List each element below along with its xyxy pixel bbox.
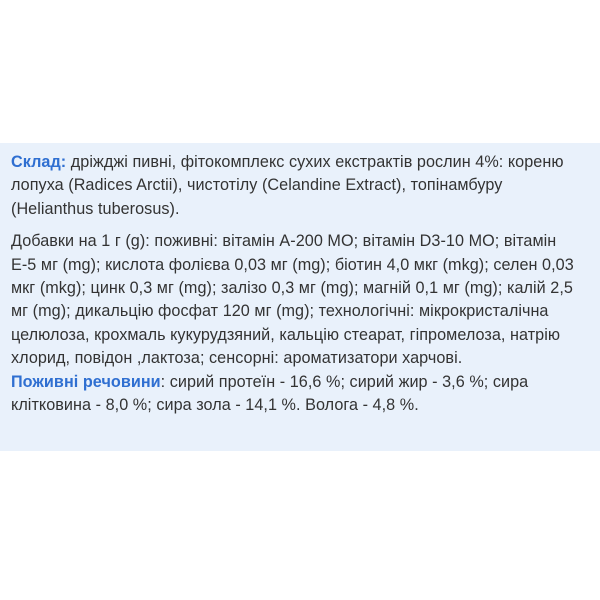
additives-text: Добавки на 1 г (g): поживні: вітамін А-200 МО; вітамін D3-10 МО; вітамін Е-5 мг (mg); кислота фолієва 0,03 мг (mg); біотин 4,0 мкг (mkg); селен 0,03 мкг (mkg); цинк 0,3 мг (mg); залізо 0,3 мг (mg); магній 0,1 мг (mg); калій 2,5 мг (mg); дикальцію фосфат 120 мг (mg); технологічні: мікрокристалічна целюлоза, крохмаль кукурудзяний, кальцію стеарат, гіпромелоза, натрію хлорид, повідон ,лактоза; сенсорні: ароматизатори харчові. [11, 232, 574, 368]
nutrients-paragraph [11, 371, 586, 418]
nutrients-label: Поживні речовини [11, 372, 161, 391]
nutrients-text: : сирий протеїн - 16,6 %; сирий жир - 3,6 %; сира клітковина - 8,0 %; сира зола - 14,1 %. Волога - 4,8 %. [11, 372, 529, 415]
product-info-panel [0, 143, 600, 451]
composition-text: дріжджі пивні, фітокомплекс сухих екстрактів рослин 4%: кореню лопуха (Radices Arctii), чистотілу (Celandine Extract), топінамбуру (Helianthus tuberosus). [11, 153, 564, 218]
additives-paragraph [11, 230, 586, 370]
composition-paragraph [11, 151, 586, 221]
composition-label: Склад: [11, 153, 67, 171]
